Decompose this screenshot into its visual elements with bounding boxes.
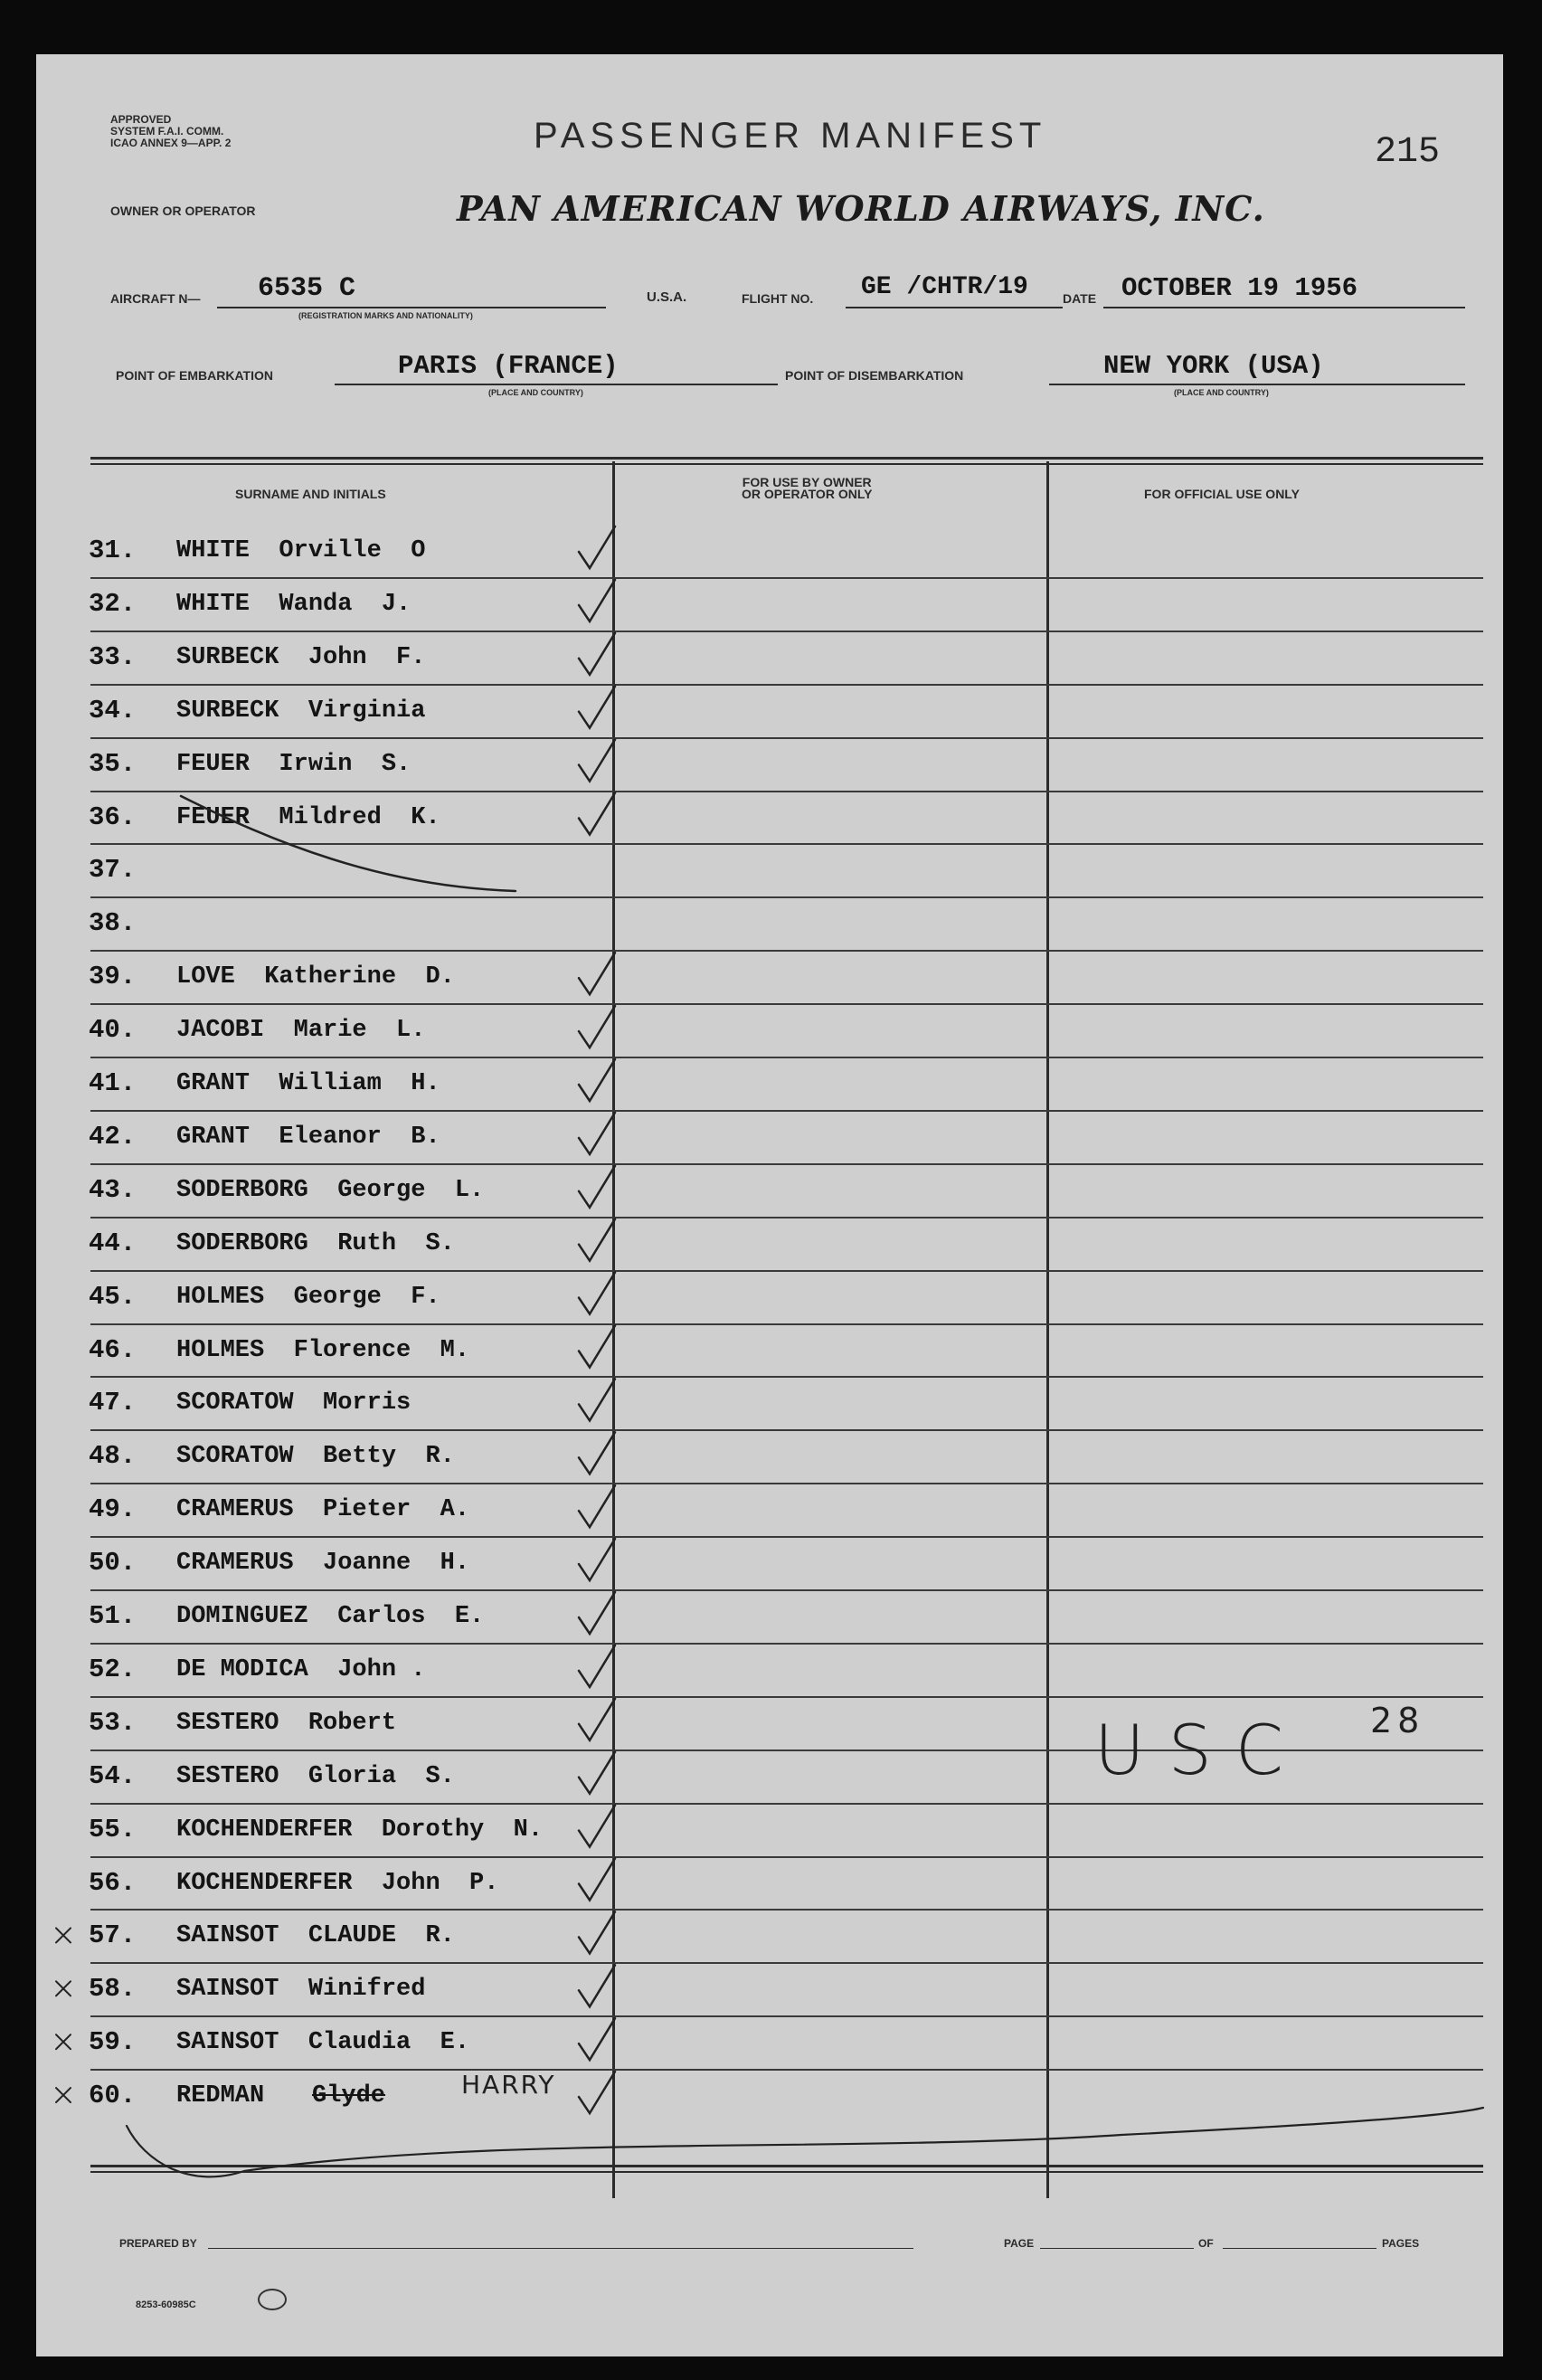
row-number: 43.: [89, 1174, 137, 1205]
check-mark-icon: [579, 526, 615, 568]
owner-use-column-header: FOR USE BY OWNER OR OPERATOR ONLY: [742, 475, 873, 501]
embark-value: PARIS (FRANCE): [398, 351, 619, 381]
check-mark-icon: [579, 1379, 615, 1420]
aircraft-value: 6535 C: [258, 273, 356, 304]
row-number: 52.: [89, 1654, 137, 1684]
check-mark-icon: [579, 1752, 615, 1794]
flight-label: FLIGHT NO.: [742, 291, 814, 306]
passenger-name: SESTERO Robert: [176, 1709, 397, 1737]
embark-sublabel: (PLACE AND COUNTRY): [488, 388, 583, 397]
check-mark-icon: [579, 2072, 615, 2113]
date-label: DATE: [1063, 291, 1097, 306]
page-label: PAGE: [1004, 2237, 1035, 2250]
row-number: 45.: [89, 1281, 137, 1312]
check-mark-icon: [579, 1485, 615, 1527]
check-mark-icon: [579, 1539, 615, 1580]
check-mark-icon: [579, 1592, 615, 1634]
row-number: 60.: [89, 2081, 137, 2111]
check-mark-icon: [579, 1965, 615, 2006]
row-number: 35.: [89, 748, 137, 779]
check-mark-icon: [579, 1326, 615, 1368]
passenger-name: KOCHENDERFER Dorothy N.: [176, 1816, 544, 1844]
of-label: OF: [1198, 2237, 1214, 2250]
check-mark-icon: [579, 1432, 615, 1474]
row-number: 49.: [89, 1494, 137, 1525]
embark-label: POINT OF EMBARKATION: [116, 368, 273, 383]
check-mark-icon: [579, 2018, 615, 2060]
prepared-by-label: PREPARED BY: [119, 2237, 197, 2250]
manifest-page: [36, 54, 1503, 2356]
replacement-name: HARRY: [461, 2070, 556, 2100]
passenger-name: GRANT Eleanor B.: [176, 1123, 440, 1151]
pen-marks: [36, 54, 1503, 2356]
check-mark-icon: [579, 740, 615, 782]
row-number: 57.: [89, 1920, 137, 1951]
passenger-name: FEUER Irwin S.: [176, 750, 412, 778]
row-number: 50.: [89, 1548, 137, 1579]
row-number: 47.: [89, 1388, 137, 1418]
row-number: 46.: [89, 1334, 137, 1365]
check-mark-icon: [579, 1859, 615, 1901]
row-number: 56.: [89, 1867, 137, 1898]
row-number: 31.: [89, 536, 137, 565]
passenger-name: REDMAN: [176, 2082, 265, 2110]
approval-line: ICAO ANNEX 9—APP. 2: [110, 137, 232, 149]
aircraft-sublabel: (REGISTRATION MARKS AND NATIONALITY): [298, 311, 473, 320]
row-number: 37.: [89, 855, 137, 886]
check-mark-icon: [579, 1911, 615, 1953]
passenger-name: SAINSOT Winifred: [176, 1976, 426, 2004]
check-mark-icon: [579, 1806, 615, 1847]
row-number: 54.: [89, 1760, 137, 1791]
form-title: PASSENGER MANIFEST: [534, 116, 1047, 156]
passenger-name: SURBECK John F.: [176, 643, 426, 671]
passenger-name: GRANT William H.: [176, 1070, 440, 1097]
usa-label: U.S.A.: [647, 289, 687, 305]
check-mark-icon: [579, 1059, 615, 1101]
check-mark-icon: [579, 1006, 615, 1048]
row-number: 53.: [89, 1707, 137, 1738]
passenger-name: CRAMERUS Joanne H.: [176, 1550, 470, 1578]
row-number: 51.: [89, 1601, 137, 1631]
x-mark-icon: [56, 1928, 71, 1942]
bottom-pen-stroke: [127, 2108, 1483, 2176]
passenger-name: JACOBI Marie L.: [176, 1017, 426, 1045]
form-number: 8253-60985C: [136, 2299, 196, 2310]
check-mark-icon: [579, 1645, 615, 1687]
row-number: 58.: [89, 1974, 137, 2005]
check-mark-icon: [579, 580, 615, 621]
check-mark-icon: [579, 1273, 615, 1314]
passenger-name: KOCHENDERFER John P.: [176, 1869, 499, 1897]
passenger-name: DOMINGUEZ Carlos E.: [176, 1603, 485, 1630]
passenger-name: SESTERO Gloria S.: [176, 1762, 455, 1790]
passenger-name: WHITE Orville O: [176, 537, 426, 564]
passenger-name: HOLMES George F.: [176, 1283, 440, 1311]
passenger-name: SCORATOW Morris: [176, 1389, 412, 1418]
passenger-name: SODERBORG Ruth S.: [176, 1229, 455, 1257]
row-number: 40.: [89, 1015, 137, 1046]
passenger-name: WHITE Wanda J.: [176, 590, 412, 618]
row-number: 41.: [89, 1068, 137, 1098]
x-mark-icon: [56, 2088, 71, 2102]
passenger-name: SCORATOW Betty R.: [176, 1443, 455, 1471]
flight-value: GE /CHTR/19: [861, 273, 1028, 301]
x-mark-icon: [56, 1981, 71, 1996]
row-number: 55.: [89, 1814, 137, 1844]
passenger-name: SAINSOT CLAUDE R.: [176, 1922, 455, 1950]
strike-through-stroke: [181, 796, 516, 891]
date-value: OCTOBER 19 1956: [1121, 273, 1358, 303]
passenger-name: SAINSOT Claudia E.: [176, 2029, 470, 2057]
passenger-name: CRAMERUS Pieter A.: [176, 1496, 470, 1524]
check-mark-icon: [579, 1219, 615, 1261]
official-note-superscript: 28: [1370, 1701, 1425, 1740]
passenger-name: DE MODICA John .: [176, 1655, 426, 1683]
passenger-name: HOLMES Florence M.: [176, 1336, 470, 1364]
check-mark-icon: [579, 953, 615, 994]
official-note: USC: [1094, 1710, 1307, 1790]
row-number: 36.: [89, 801, 137, 832]
row-number: 33.: [89, 641, 137, 672]
row-number: 42.: [89, 1121, 137, 1152]
check-mark-icon: [579, 1699, 615, 1740]
check-mark-icon: [579, 687, 615, 728]
row-number: 48.: [89, 1441, 137, 1472]
row-number: 32.: [89, 588, 137, 619]
official-use-column-header: FOR OFFICIAL USE ONLY: [1144, 487, 1300, 501]
check-mark-icon: [579, 793, 615, 835]
airline-name: PAN AMERICAN WORLD AIRWAYS, INC.: [457, 188, 1265, 229]
row-number: 34.: [89, 695, 137, 725]
passenger-name: SURBECK Virginia: [176, 697, 426, 725]
passenger-name: FEUER Mildred K.: [176, 803, 440, 831]
x-mark-icon: [56, 2034, 71, 2049]
check-mark-icon: [579, 1113, 615, 1154]
crossed-out-name: Glyde: [312, 2082, 386, 2110]
row-number: 59.: [89, 2027, 137, 2058]
passenger-name: LOVE Katherine D.: [176, 963, 455, 991]
row-number: 44.: [89, 1228, 137, 1258]
surname-column-header: SURNAME AND INITIALS: [235, 487, 386, 501]
approval-line: APPROVED: [110, 113, 172, 126]
disembark-sublabel: (PLACE AND COUNTRY): [1174, 388, 1269, 397]
row-number: 38.: [89, 908, 137, 939]
approval-line: SYSTEM F.A.I. COMM.: [110, 125, 224, 137]
disembark-value: NEW YORK (USA): [1103, 351, 1324, 381]
disembark-label: POINT OF DISEMBARKATION: [785, 368, 964, 383]
check-mark-icon: [579, 1166, 615, 1208]
passenger-name: SODERBORG George L.: [176, 1176, 485, 1204]
row-number: 39.: [89, 962, 137, 992]
pages-label: PAGES: [1382, 2237, 1420, 2250]
owner-label: OWNER OR OPERATOR: [110, 204, 256, 218]
page-number: 215: [1375, 132, 1441, 173]
aircraft-label: AIRCRAFT N—: [110, 291, 201, 306]
check-mark-icon: [579, 633, 615, 675]
